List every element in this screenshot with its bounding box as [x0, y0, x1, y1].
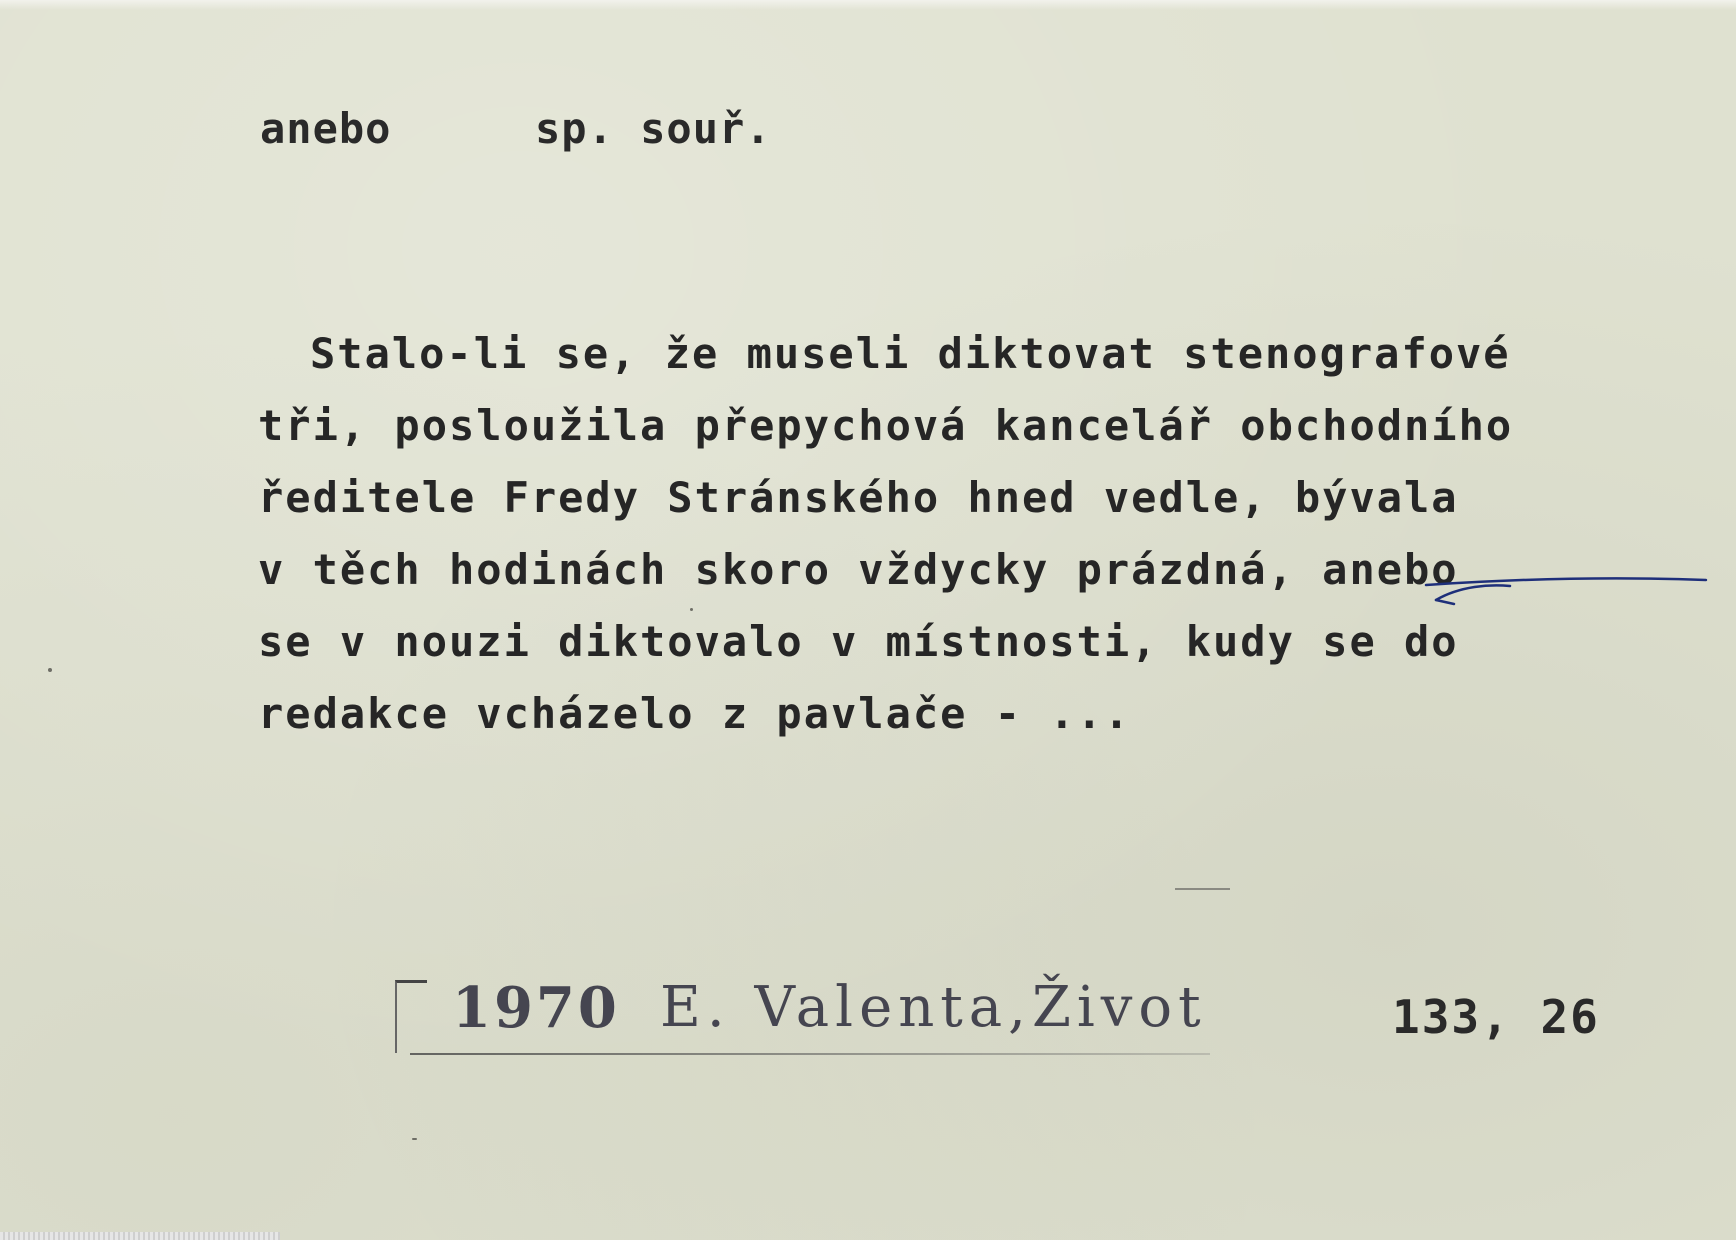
divider [1175, 888, 1230, 890]
scan-edge-bottom [0, 1232, 280, 1240]
quote-line: Stalo-li se, že museli diktovat stenografové [310, 329, 1511, 378]
citation-year: 1970 [452, 975, 620, 1041]
grammar-label: sp. souř. [535, 104, 772, 153]
quote-line: redakce vcházelo z pavlače - ... [258, 689, 1132, 738]
scan-edge-top [0, 0, 1736, 10]
headword: anebo [260, 104, 392, 153]
quote-line: tři, posloužila přepychová kancelář obchodního [258, 401, 1514, 450]
quote-line: v těch hodinách skoro vždycky prázdná, anebo [258, 545, 1459, 594]
quote-line: ředitele Fredy Stránského hned vedle, bývala [258, 473, 1459, 522]
stamp-baseline [410, 1053, 1210, 1055]
citation-page-reference: 133, 26 [1392, 990, 1600, 1044]
quotation [258, 318, 1678, 750]
citation-source: E. Valenta,Život [660, 975, 1207, 1040]
stamp-bracket [395, 980, 427, 1053]
paper-speck [48, 668, 52, 672]
paper-speck [412, 1138, 417, 1140]
quote-line: se v nouzi diktovalo v místnosti, kudy se do [258, 617, 1459, 666]
paper-speck [690, 608, 693, 611]
